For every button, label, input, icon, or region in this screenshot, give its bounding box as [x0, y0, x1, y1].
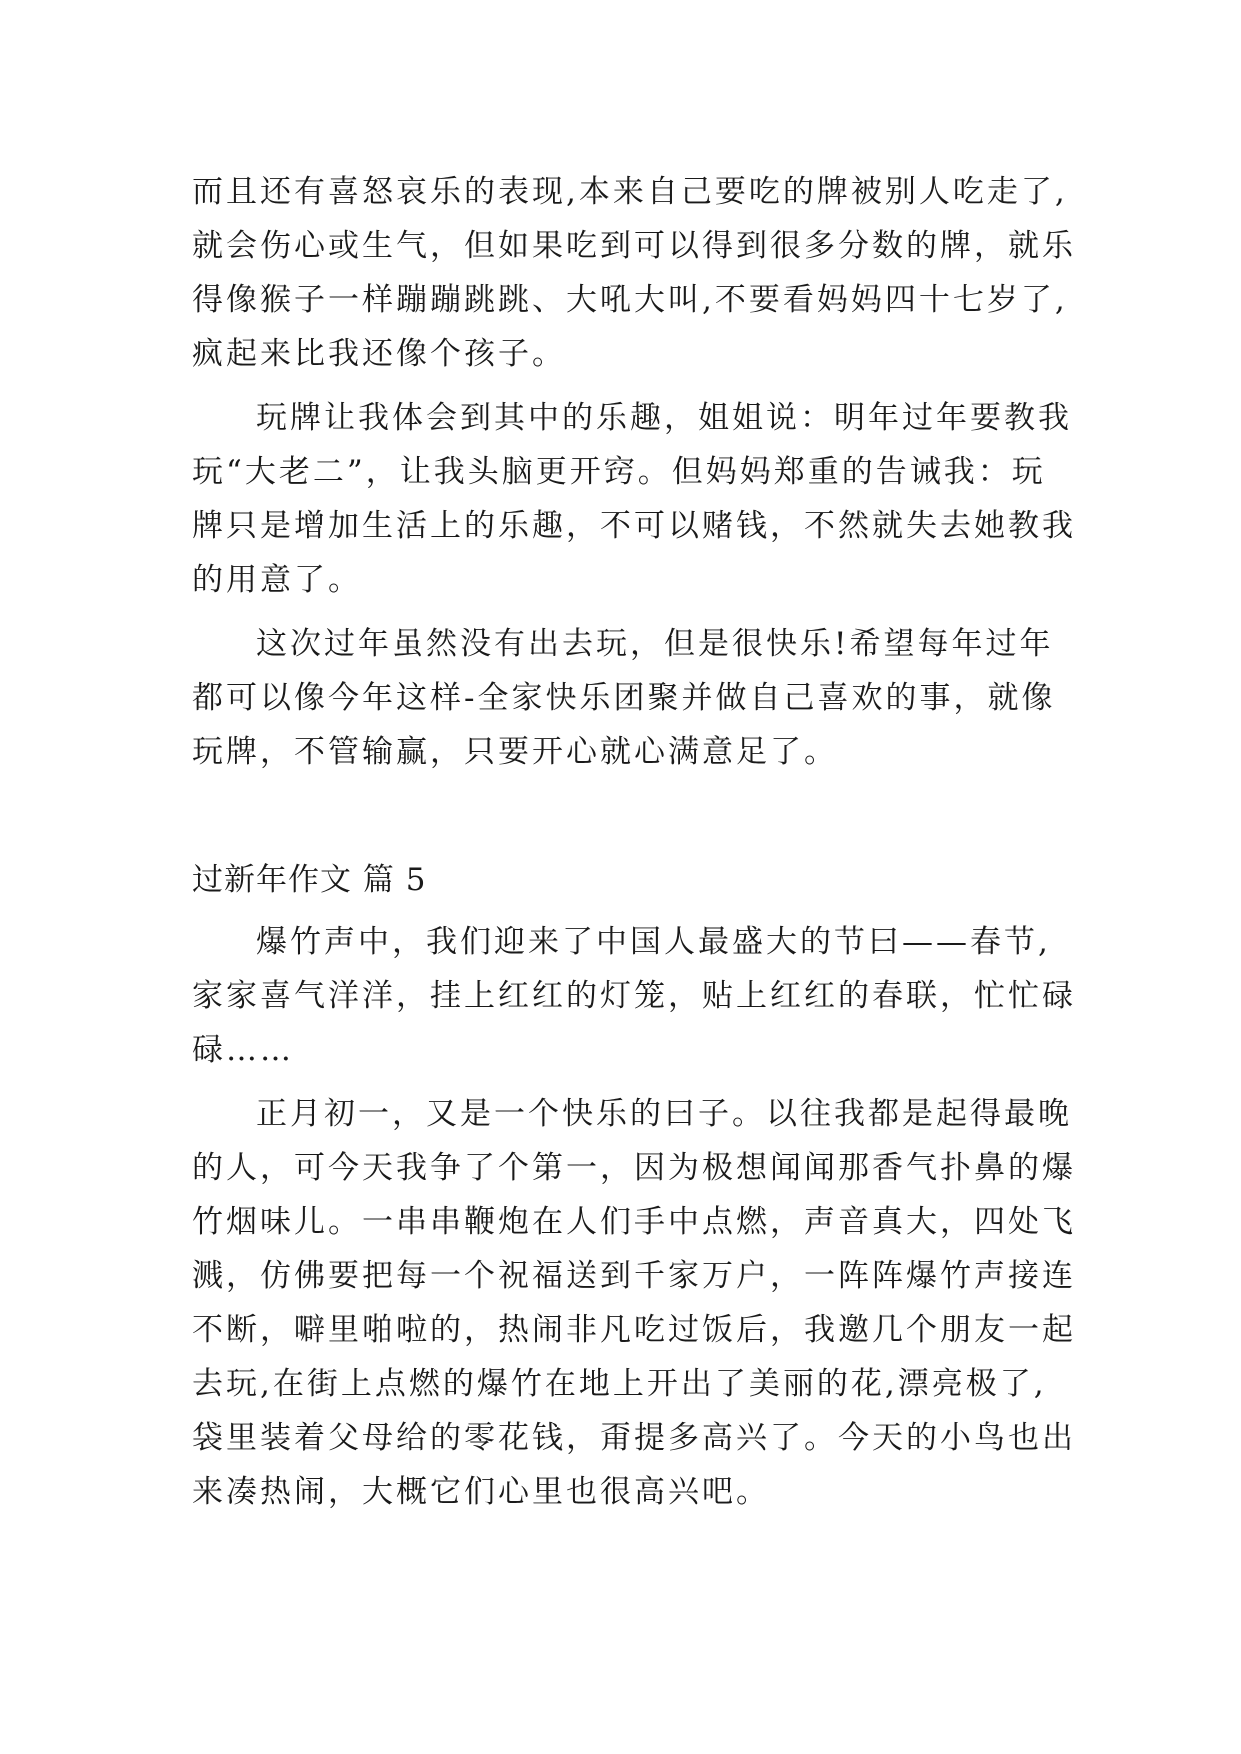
- paragraph-3-line-2: 都可以像今年这样-全家快乐团聚并做自己喜欢的事，就像: [192, 680, 1056, 716]
- paragraph-2-line-3: 牌只是增加生活上的乐趣，不可以赌钱，不然就失去她教我: [192, 508, 1076, 544]
- paragraph-5-line-5: 不断，噼里啪啦的，热闹非凡吃过饭后，我邀几个朋友一起: [192, 1312, 1076, 1348]
- paragraph-1-line-3: 得像猴子一样蹦蹦跳跳、大吼大叫,不要看妈妈四十七岁了,: [192, 282, 1068, 318]
- paragraph-2-line-1: 玩牌让我体会到其中的乐趣，姐姐说：明年过年要教我: [256, 400, 1072, 436]
- paragraph-5-line-6: 去玩,在街上点燃的爆竹在地上开出了美丽的花,漂亮极了,: [192, 1366, 1047, 1402]
- paragraph-1-line-1: 而且还有喜怒哀乐的表现,本来自己要吃的牌被别人吃走了,: [192, 174, 1068, 210]
- paragraph-4-line-3: 碌……: [192, 1032, 294, 1068]
- paragraph-3-line-1: 这次过年虽然没有出去玩，但是很快乐!希望每年过年: [256, 626, 1054, 662]
- paragraph-5-line-8: 来凑热闹，大概它们心里也很高兴吧。: [192, 1474, 770, 1510]
- paragraph-1-line-4: 疯起来比我还像个孩子。: [192, 336, 566, 372]
- paragraph-5-line-2: 的人，可今天我争了个第一，因为极想闻闻那香气扑鼻的爆: [192, 1150, 1076, 1186]
- paragraph-5-line-3: 竹烟味儿。一串串鞭炮在人们手中点燃，声音真大，四处飞: [192, 1204, 1076, 1240]
- paragraph-4-line-1: 爆竹声中，我们迎来了中国人最盛大的节曰——春节,: [256, 924, 1051, 960]
- paragraph-2-line-2: 玩“大老二”，让我头脑更开窍。但妈妈郑重的告诫我：玩: [192, 454, 1046, 490]
- paragraph-3-line-3: 玩牌，不管输赢，只要开心就心满意足了。: [192, 734, 838, 770]
- section-heading: 过新年作文 篇 5: [192, 862, 427, 898]
- paragraph-1-line-2: 就会伤心或生气，但如果吃到可以得到很多分数的牌，就乐: [192, 228, 1076, 264]
- paragraph-4-line-2: 家家喜气洋洋，挂上红红的灯笼，贴上红红的春联，忙忙碌: [192, 978, 1076, 1014]
- paragraph-5-line-1: 正月初一，又是一个快乐的曰子。以往我都是起得最晚: [256, 1096, 1072, 1132]
- paragraph-5-line-7: 袋里装着父母给的零花钱，甭提多高兴了。今天的小鸟也出: [192, 1420, 1076, 1456]
- paragraph-2-line-4: 的用意了。: [192, 562, 362, 598]
- paragraph-5-line-4: 溅，仿佛要把每一个祝福送到千家万户，一阵阵爆竹声接连: [192, 1258, 1076, 1294]
